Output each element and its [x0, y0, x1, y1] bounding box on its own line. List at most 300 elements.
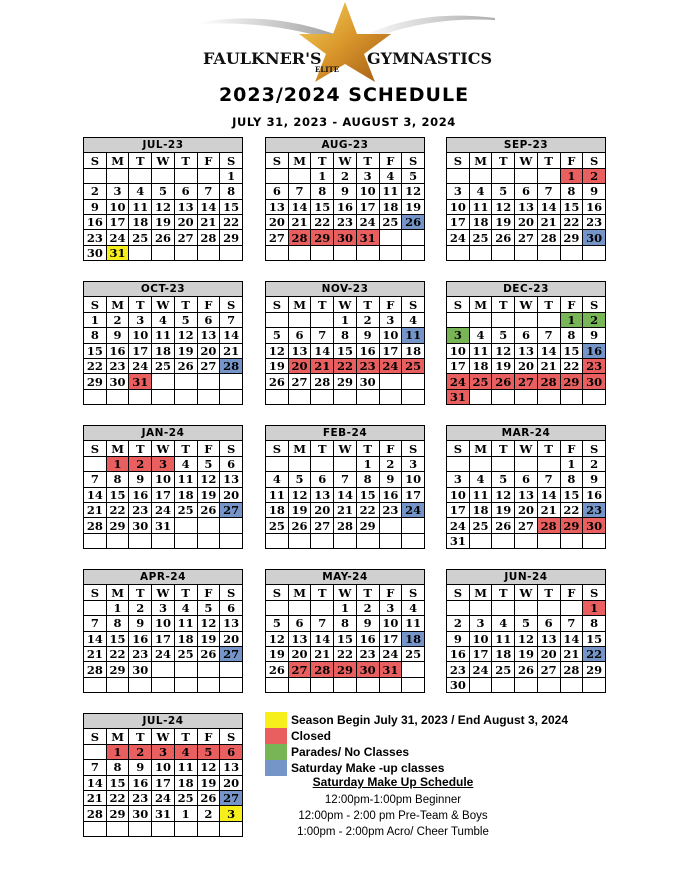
day-cell	[174, 374, 197, 389]
day-cell: 1	[560, 456, 583, 471]
day-cell: 15	[106, 487, 129, 502]
day-cell: 4	[174, 456, 197, 471]
logo-left-word: FAULKNER'S	[203, 49, 322, 68]
day-cell: 8	[106, 760, 129, 775]
day-cell: 18	[152, 343, 175, 358]
day-cell: 4	[469, 184, 492, 199]
day-cell	[288, 600, 311, 615]
day-cell: 19	[515, 646, 538, 661]
day-cell	[447, 312, 470, 327]
day-cell	[266, 312, 289, 327]
day-cell: 2	[356, 600, 379, 615]
day-cell: 11	[152, 328, 175, 343]
month-title: OCT-23	[84, 282, 243, 297]
day-cell: 28	[560, 662, 583, 677]
day-cell: 1	[560, 312, 583, 327]
day-cell: 9	[129, 472, 152, 487]
day-cell: 1	[106, 456, 129, 471]
day-cell: 10	[152, 760, 175, 775]
day-cell: 7	[84, 616, 107, 631]
day-cell	[152, 821, 175, 836]
day-cell: 4	[402, 600, 425, 615]
day-cell: 14	[84, 775, 107, 790]
day-cell	[311, 677, 334, 692]
day-cell: 21	[84, 790, 107, 805]
day-cell	[379, 677, 402, 692]
page-title: 2023/2024 SCHEDULE	[218, 84, 470, 106]
day-cell: 8	[106, 472, 129, 487]
day-cell: 6	[174, 184, 197, 199]
day-cell: 31	[129, 374, 152, 389]
day-cell: 28	[537, 230, 560, 245]
day-cell	[311, 456, 334, 471]
day-cell	[469, 312, 492, 327]
day-cell	[537, 600, 560, 615]
day-cell: 3	[402, 456, 425, 471]
day-cell: 27	[197, 358, 220, 373]
day-cell	[334, 677, 357, 692]
day-cell: 11	[469, 199, 492, 214]
weekday-header: T	[174, 297, 197, 312]
weekday-header: S	[583, 153, 606, 168]
day-cell: 14	[334, 487, 357, 502]
weekday-header: T	[356, 441, 379, 456]
day-cell	[402, 518, 425, 533]
day-cell: 22	[356, 502, 379, 517]
day-cell: 5	[288, 472, 311, 487]
day-cell: 6	[220, 456, 243, 471]
day-cell: 4	[379, 168, 402, 183]
month-calendar	[83, 281, 243, 405]
weekday-header: W	[334, 585, 357, 600]
day-cell	[197, 677, 220, 692]
day-cell: 20	[174, 214, 197, 229]
day-cell: 13	[537, 631, 560, 646]
day-cell: 9	[129, 760, 152, 775]
day-cell	[379, 533, 402, 548]
day-cell	[197, 374, 220, 389]
day-cell: 11	[266, 487, 289, 502]
day-cell: 23	[84, 230, 107, 245]
day-cell: 22	[583, 646, 606, 661]
day-cell: 29	[334, 662, 357, 677]
month-title: NOV-23	[266, 282, 425, 297]
day-cell: 2	[197, 806, 220, 821]
weekday-header: F	[560, 585, 583, 600]
day-cell: 24	[152, 646, 175, 661]
day-cell: 14	[537, 343, 560, 358]
day-cell	[379, 245, 402, 260]
month-title: JUN-24	[447, 570, 606, 585]
weekday-header: M	[106, 153, 129, 168]
day-cell: 30	[356, 374, 379, 389]
day-cell	[560, 389, 583, 404]
day-cell: 24	[379, 646, 402, 661]
day-cell: 2	[356, 312, 379, 327]
weekday-header: M	[106, 585, 129, 600]
weekday-header: F	[379, 297, 402, 312]
day-cell: 5	[492, 328, 515, 343]
day-cell: 17	[129, 343, 152, 358]
day-cell	[197, 168, 220, 183]
day-cell: 26	[174, 358, 197, 373]
day-cell: 4	[266, 472, 289, 487]
day-cell: 7	[537, 328, 560, 343]
day-cell	[334, 533, 357, 548]
month-title: AUG-23	[266, 138, 425, 153]
day-cell: 1	[220, 168, 243, 183]
weekday-header: M	[106, 297, 129, 312]
day-cell	[152, 374, 175, 389]
day-cell	[515, 600, 538, 615]
day-cell: 19	[266, 358, 289, 373]
day-cell	[492, 677, 515, 692]
day-cell	[492, 533, 515, 548]
day-cell	[129, 533, 152, 548]
weekday-header: M	[106, 441, 129, 456]
day-cell: 26	[402, 214, 425, 229]
day-cell: 2	[84, 184, 107, 199]
day-cell	[560, 677, 583, 692]
day-cell	[197, 533, 220, 548]
day-cell	[402, 245, 425, 260]
day-cell: 14	[220, 328, 243, 343]
legend-item	[265, 744, 595, 760]
day-cell: 22	[560, 214, 583, 229]
day-cell: 24	[402, 502, 425, 517]
day-cell: 22	[560, 358, 583, 373]
day-cell	[311, 312, 334, 327]
day-cell	[492, 245, 515, 260]
day-cell: 19	[197, 775, 220, 790]
day-cell: 21	[537, 358, 560, 373]
day-cell: 7	[311, 328, 334, 343]
day-cell: 12	[402, 184, 425, 199]
day-cell: 18	[469, 358, 492, 373]
day-cell: 6	[515, 328, 538, 343]
day-cell: 5	[492, 184, 515, 199]
day-cell: 6	[515, 472, 538, 487]
month-calendar	[446, 137, 606, 261]
day-cell	[537, 533, 560, 548]
day-cell: 12	[266, 343, 289, 358]
day-cell: 25	[152, 358, 175, 373]
day-cell: 3	[152, 456, 175, 471]
day-cell: 5	[174, 312, 197, 327]
day-cell: 31	[152, 806, 175, 821]
day-cell: 2	[379, 456, 402, 471]
day-cell: 29	[84, 374, 107, 389]
day-cell: 7	[537, 472, 560, 487]
day-cell	[583, 533, 606, 548]
day-cell: 14	[84, 487, 107, 502]
day-cell: 19	[266, 646, 289, 661]
day-cell: 9	[583, 328, 606, 343]
day-cell	[84, 533, 107, 548]
day-cell: 15	[334, 343, 357, 358]
day-cell	[197, 389, 220, 404]
day-cell: 27	[220, 646, 243, 661]
day-cell: 23	[583, 502, 606, 517]
day-cell: 5	[402, 168, 425, 183]
day-cell: 23	[583, 358, 606, 373]
day-cell: 28	[537, 518, 560, 533]
day-cell: 2	[583, 168, 606, 183]
day-cell: 19	[152, 214, 175, 229]
day-cell: 18	[174, 631, 197, 646]
day-cell: 11	[469, 343, 492, 358]
weekday-header: M	[469, 585, 492, 600]
day-cell: 20	[288, 358, 311, 373]
day-cell: 19	[174, 343, 197, 358]
month-title: JUL-24	[84, 714, 243, 729]
day-cell: 26	[288, 518, 311, 533]
day-cell: 4	[174, 600, 197, 615]
day-cell: 26	[197, 790, 220, 805]
day-cell: 19	[492, 358, 515, 373]
weekday-header: M	[288, 441, 311, 456]
day-cell	[334, 389, 357, 404]
month-calendar	[265, 137, 425, 261]
legend-swatch	[265, 728, 287, 744]
day-cell: 1	[311, 168, 334, 183]
day-cell: 3	[469, 616, 492, 631]
weekday-header: T	[174, 153, 197, 168]
legend-item	[265, 760, 595, 776]
weekday-header: F	[560, 441, 583, 456]
day-cell: 26	[492, 374, 515, 389]
day-cell: 3	[379, 600, 402, 615]
day-cell	[106, 168, 129, 183]
weekday-header: W	[152, 585, 175, 600]
weekday-header: S	[220, 297, 243, 312]
day-cell	[174, 245, 197, 260]
day-cell: 19	[197, 631, 220, 646]
day-cell: 30	[583, 374, 606, 389]
weekday-header: S	[84, 585, 107, 600]
day-cell	[288, 677, 311, 692]
day-cell	[288, 245, 311, 260]
day-cell: 18	[469, 502, 492, 517]
day-cell: 28	[84, 518, 107, 533]
day-cell	[174, 821, 197, 836]
day-cell: 23	[356, 646, 379, 661]
day-cell: 10	[469, 631, 492, 646]
day-cell: 7	[288, 184, 311, 199]
day-cell: 3	[152, 600, 175, 615]
day-cell	[492, 168, 515, 183]
legend-item	[265, 728, 595, 744]
day-cell: 20	[288, 646, 311, 661]
weekday-header: W	[152, 729, 175, 744]
day-cell	[129, 677, 152, 692]
day-cell: 17	[152, 487, 175, 502]
day-cell	[492, 600, 515, 615]
day-cell: 27	[174, 230, 197, 245]
weekday-header: M	[288, 153, 311, 168]
day-cell	[220, 662, 243, 677]
day-cell: 9	[334, 184, 357, 199]
weekday-header: S	[220, 729, 243, 744]
day-cell: 20	[515, 502, 538, 517]
day-cell: 23	[356, 358, 379, 373]
day-cell	[129, 389, 152, 404]
day-cell: 23	[129, 502, 152, 517]
day-cell: 22	[220, 214, 243, 229]
day-cell: 26	[492, 518, 515, 533]
day-cell: 26	[515, 662, 538, 677]
day-cell: 10	[447, 487, 470, 502]
day-cell: 31	[379, 662, 402, 677]
month-calendar	[446, 281, 606, 405]
day-cell: 23	[447, 662, 470, 677]
day-cell	[447, 600, 470, 615]
weekday-header: T	[311, 441, 334, 456]
day-cell: 7	[84, 472, 107, 487]
day-cell: 12	[288, 487, 311, 502]
day-cell: 11	[402, 616, 425, 631]
day-cell: 30	[447, 677, 470, 692]
day-cell: 3	[129, 312, 152, 327]
legend-swatch	[265, 712, 287, 728]
day-cell	[266, 677, 289, 692]
day-cell: 3	[220, 806, 243, 821]
day-cell: 24	[379, 358, 402, 373]
day-cell	[174, 518, 197, 533]
day-cell: 26	[492, 230, 515, 245]
day-cell: 6	[266, 184, 289, 199]
weekday-header: S	[447, 441, 470, 456]
makeup-schedule-line: 12:00pm-1:00pm Beginner	[324, 794, 462, 806]
day-cell: 4	[174, 744, 197, 759]
day-cell: 8	[220, 184, 243, 199]
day-cell: 27	[515, 230, 538, 245]
day-cell: 14	[311, 631, 334, 646]
day-cell	[379, 389, 402, 404]
day-cell: 2	[106, 312, 129, 327]
day-cell	[288, 533, 311, 548]
day-cell: 17	[379, 631, 402, 646]
day-cell	[220, 389, 243, 404]
weekday-header: M	[106, 729, 129, 744]
day-cell	[447, 245, 470, 260]
day-cell: 1	[560, 168, 583, 183]
day-cell: 17	[402, 487, 425, 502]
day-cell	[311, 600, 334, 615]
legend-label: Parades/ No Classes	[291, 745, 410, 759]
weekday-header: S	[266, 585, 289, 600]
day-cell: 12	[266, 631, 289, 646]
weekday-header: F	[197, 441, 220, 456]
day-cell: 10	[356, 184, 379, 199]
weekday-header: S	[447, 153, 470, 168]
legend-item	[265, 712, 595, 728]
day-cell	[515, 245, 538, 260]
day-cell	[447, 456, 470, 471]
day-cell	[106, 389, 129, 404]
weekday-header: M	[469, 441, 492, 456]
day-cell: 9	[583, 472, 606, 487]
day-cell: 1	[106, 600, 129, 615]
day-cell: 5	[266, 328, 289, 343]
weekday-header: T	[174, 729, 197, 744]
weekday-header: M	[288, 585, 311, 600]
day-cell: 29	[560, 230, 583, 245]
day-cell: 8	[84, 328, 107, 343]
day-cell: 10	[402, 472, 425, 487]
day-cell: 11	[379, 184, 402, 199]
weekday-header: F	[197, 153, 220, 168]
day-cell: 11	[174, 760, 197, 775]
day-cell	[266, 456, 289, 471]
month-calendar	[83, 425, 243, 549]
weekday-header: S	[402, 585, 425, 600]
day-cell	[152, 389, 175, 404]
day-cell	[288, 168, 311, 183]
day-cell: 3	[106, 184, 129, 199]
day-cell	[288, 389, 311, 404]
month-calendar	[446, 569, 606, 693]
day-cell: 28	[220, 358, 243, 373]
day-cell: 8	[311, 184, 334, 199]
day-cell: 17	[152, 775, 175, 790]
day-cell: 2	[334, 168, 357, 183]
day-cell: 9	[129, 616, 152, 631]
weekday-header: W	[515, 297, 538, 312]
weekday-header: S	[402, 441, 425, 456]
day-cell: 13	[515, 343, 538, 358]
day-cell: 27	[220, 502, 243, 517]
day-cell: 5	[515, 616, 538, 631]
day-cell: 18	[402, 631, 425, 646]
month-title: JAN-24	[84, 426, 243, 441]
day-cell: 30	[84, 245, 107, 260]
day-cell: 15	[560, 343, 583, 358]
day-cell	[379, 518, 402, 533]
day-cell: 29	[560, 374, 583, 389]
day-cell: 19	[492, 502, 515, 517]
day-cell: 13	[515, 199, 538, 214]
weekday-header: T	[129, 585, 152, 600]
day-cell: 22	[334, 358, 357, 373]
day-cell: 26	[197, 646, 220, 661]
weekday-header: S	[266, 153, 289, 168]
day-cell: 18	[492, 646, 515, 661]
weekday-header: S	[84, 297, 107, 312]
day-cell: 13	[220, 616, 243, 631]
day-cell	[515, 389, 538, 404]
day-cell: 7	[334, 472, 357, 487]
weekday-header: T	[129, 297, 152, 312]
day-cell	[129, 245, 152, 260]
day-cell: 19	[288, 502, 311, 517]
day-cell: 8	[583, 616, 606, 631]
weekday-header: M	[469, 153, 492, 168]
day-cell: 21	[220, 343, 243, 358]
month-title: APR-24	[84, 570, 243, 585]
weekday-header: S	[402, 297, 425, 312]
day-cell	[402, 677, 425, 692]
day-cell	[469, 533, 492, 548]
day-cell	[129, 168, 152, 183]
weekday-header: W	[152, 441, 175, 456]
day-cell: 15	[356, 487, 379, 502]
day-cell: 28	[197, 230, 220, 245]
day-cell: 16	[356, 631, 379, 646]
day-cell: 29	[334, 374, 357, 389]
day-cell: 5	[492, 472, 515, 487]
month-title: SEP-23	[447, 138, 606, 153]
